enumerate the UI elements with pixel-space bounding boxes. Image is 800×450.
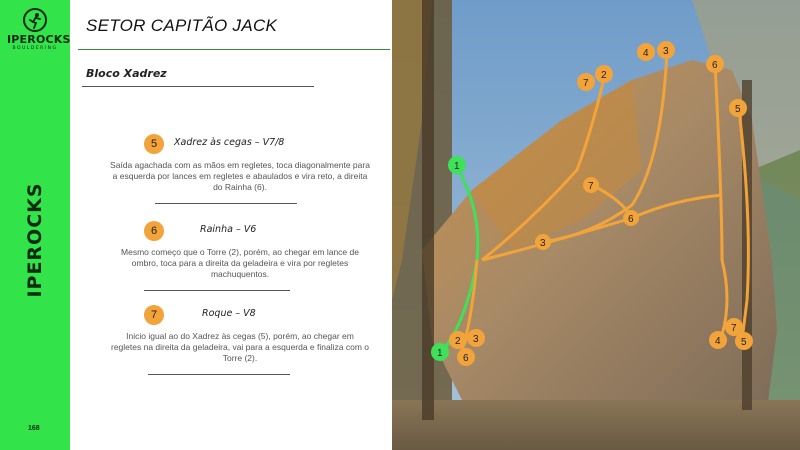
boulder-photo bbox=[392, 0, 800, 450]
route-marker-label: 1 bbox=[437, 348, 443, 359]
route-marker-label: 7 bbox=[588, 181, 594, 192]
route-marker-label: 5 bbox=[741, 337, 747, 348]
route-marker-label: 1 bbox=[454, 161, 460, 172]
block-divider bbox=[82, 86, 314, 87]
route-divider bbox=[155, 203, 297, 204]
route-entry bbox=[110, 305, 370, 375]
route-marker-label: 6 bbox=[712, 60, 718, 71]
sidebar bbox=[0, 0, 70, 450]
route-marker-label: 5 bbox=[735, 104, 741, 115]
page-number: 168 bbox=[28, 425, 40, 432]
iperocks-logo bbox=[7, 8, 71, 64]
page-title: SETOR CAPITÃO JACK bbox=[86, 16, 278, 35]
route-marker-label: 6 bbox=[628, 214, 634, 225]
route-marker-label: 3 bbox=[540, 238, 546, 249]
route-marker-label: 7 bbox=[583, 78, 589, 89]
route-entry bbox=[110, 221, 370, 291]
route-entry bbox=[110, 134, 370, 204]
ground bbox=[392, 400, 800, 450]
route-marker-label: 3 bbox=[663, 46, 669, 57]
block-name: Bloco Xadrez bbox=[86, 67, 167, 80]
route-description: Saída agachada com as mãos em regletes, toca diagonalmente para a esquerda por lances em regletes e abaulados e vira reto, a direita do Rainha (6). bbox=[110, 160, 370, 192]
route-marker-label: 4 bbox=[715, 336, 721, 347]
logo-subtitle: BOULDERING bbox=[12, 46, 58, 51]
route-marker-label: 2 bbox=[601, 70, 607, 81]
route-name: Roque – V8 bbox=[202, 308, 256, 319]
route-name: Rainha – V6 bbox=[200, 224, 257, 235]
route-description: Mesmo começo que o Torre (2), porém, ao chegar em lance de ombro, toca para a direita da geladeira e vira por regletes machuquentos. bbox=[121, 247, 359, 279]
tree-trunk bbox=[422, 0, 434, 420]
route-number-badge: 7 bbox=[144, 305, 164, 325]
route-divider bbox=[148, 374, 290, 375]
route-divider bbox=[144, 290, 290, 291]
title-divider bbox=[78, 49, 390, 50]
logo-title: IPEROCKS bbox=[7, 33, 71, 46]
vertical-brand: IPEROCKS bbox=[24, 182, 46, 298]
route-marker-label: 7 bbox=[731, 323, 737, 334]
route-number-badge: 5 bbox=[144, 134, 164, 154]
boulder-topo bbox=[392, 0, 800, 450]
route-marker-label: 2 bbox=[455, 336, 461, 347]
route-description: Inicio igual ao do Xadrez às cegas (5), porém, ao chegar em regletes na direita da geladeira, vai para a esquerda e finaliza com o Torre (2). bbox=[111, 331, 369, 363]
climber-icon bbox=[23, 8, 47, 32]
route-number-badge: 6 bbox=[144, 221, 164, 241]
route-name: Xadrez às cegas – V7/8 bbox=[174, 137, 285, 148]
route-marker-label: 6 bbox=[463, 353, 469, 364]
route-marker-label: 3 bbox=[473, 334, 479, 345]
route-marker-label: 4 bbox=[643, 48, 649, 59]
